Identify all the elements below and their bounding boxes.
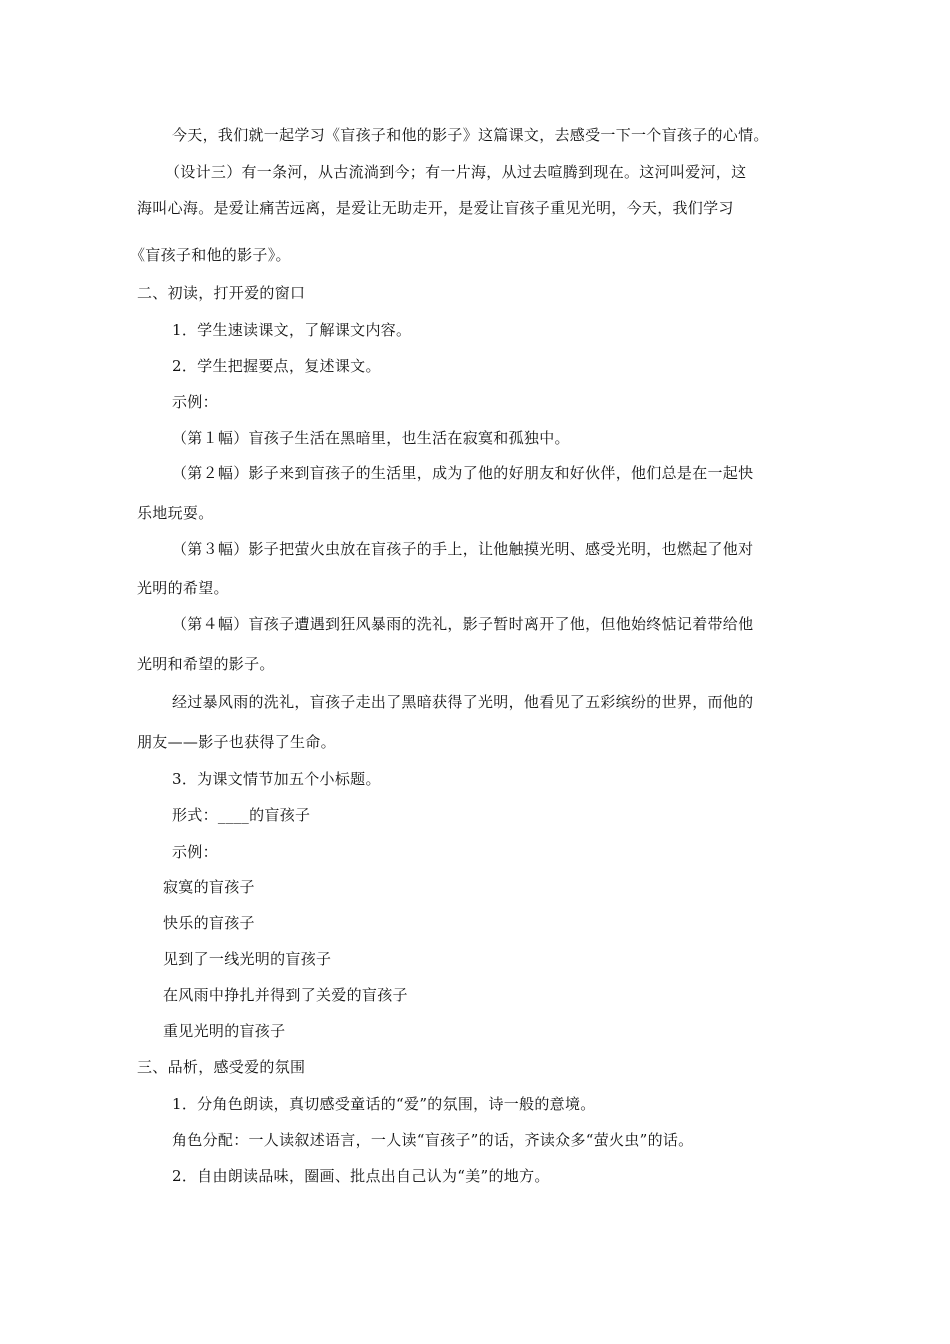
subtitle-5: 重见光明的盲孩子 — [163, 1022, 286, 1040]
picture-4-line2: 光明和希望的影子。 — [137, 655, 275, 673]
paragraph-intro: 今天，我们就一起学习《盲孩子和他的影子》这篇课文，去感受一下一个盲孩子的心情。 — [172, 126, 769, 144]
list-item-1: 1．学生速读课文，了解课文内容。 — [172, 321, 412, 339]
subtitle-4: 在风雨中挣扎并得到了关爱的盲孩子 — [163, 986, 408, 1004]
picture-1: （第１幅）盲孩子生活在黑暗里，也生活在寂寞和孤独中。 — [172, 429, 570, 447]
subtitle-1: 寂寞的盲孩子 — [163, 878, 255, 896]
section3-item-1: 1．分角色朗读，真切感受童话的“爱”的氛围，诗一般的意境。 — [172, 1095, 596, 1113]
paragraph-design3-line3: 《盲孩子和他的影子》。 — [130, 246, 291, 264]
subtitle-3: 见到了一线光明的盲孩子 — [163, 950, 332, 968]
picture-3-line2: 光明的希望。 — [137, 579, 229, 597]
picture-4-line1: （第４幅）盲孩子遭遇到狂风暴雨的洗礼，影子暂时离开了他，但他始终惦记着带给他 — [172, 615, 754, 633]
example-label: 示例： — [172, 393, 218, 411]
picture-2-line1: （第２幅）影子来到盲孩子的生活里，成为了他的好朋友和好伙伴，他们总是在一起快 — [172, 464, 754, 482]
summary-line2: 朋友——影子也获得了生命。 — [137, 733, 336, 751]
paragraph-design3-line2: 海叫心海。是爱让痛苦远离，是爱让无助走开，是爱让盲孩子重见光明，今天，我们学习 — [137, 199, 734, 217]
roles-assignment: 角色分配：一人读叙述语言，一人读“盲孩子”的话，齐读众多“萤火虫”的话。 — [172, 1131, 694, 1149]
picture-3-line1: （第３幅）影子把萤火虫放在盲孩子的手上，让他触摸光明、感受光明，也燃起了他对 — [172, 540, 754, 558]
subtitle-2: 快乐的盲孩子 — [163, 914, 255, 932]
section-heading-2: 二、初读，打开爱的窗口 — [137, 284, 306, 302]
example-label-2: 示例： — [172, 843, 218, 861]
section-heading-3: 三、品析，感受爱的氛围 — [137, 1058, 306, 1076]
form-label: 形式：____的盲孩子 — [172, 806, 311, 824]
summary-line1: 经过暴风雨的洗礼，盲孩子走出了黑暗获得了光明，他看见了五彩缤纷的世界，而他的 — [172, 693, 754, 711]
list-item-2: 2．学生把握要点，复述课文。 — [172, 357, 381, 375]
paragraph-design3-line1: （设计三）有一条河，从古流淌到今；有一片海，从过去喧腾到现在。这河叫爱河，这 — [165, 163, 747, 181]
picture-2-line2: 乐地玩耍。 — [137, 504, 214, 522]
section3-item-2: 2．自由朗读品味，圈画、批点出自己认为“美”的地方。 — [172, 1167, 550, 1185]
list-item-3: 3．为课文情节加五个小标题。 — [172, 770, 381, 788]
